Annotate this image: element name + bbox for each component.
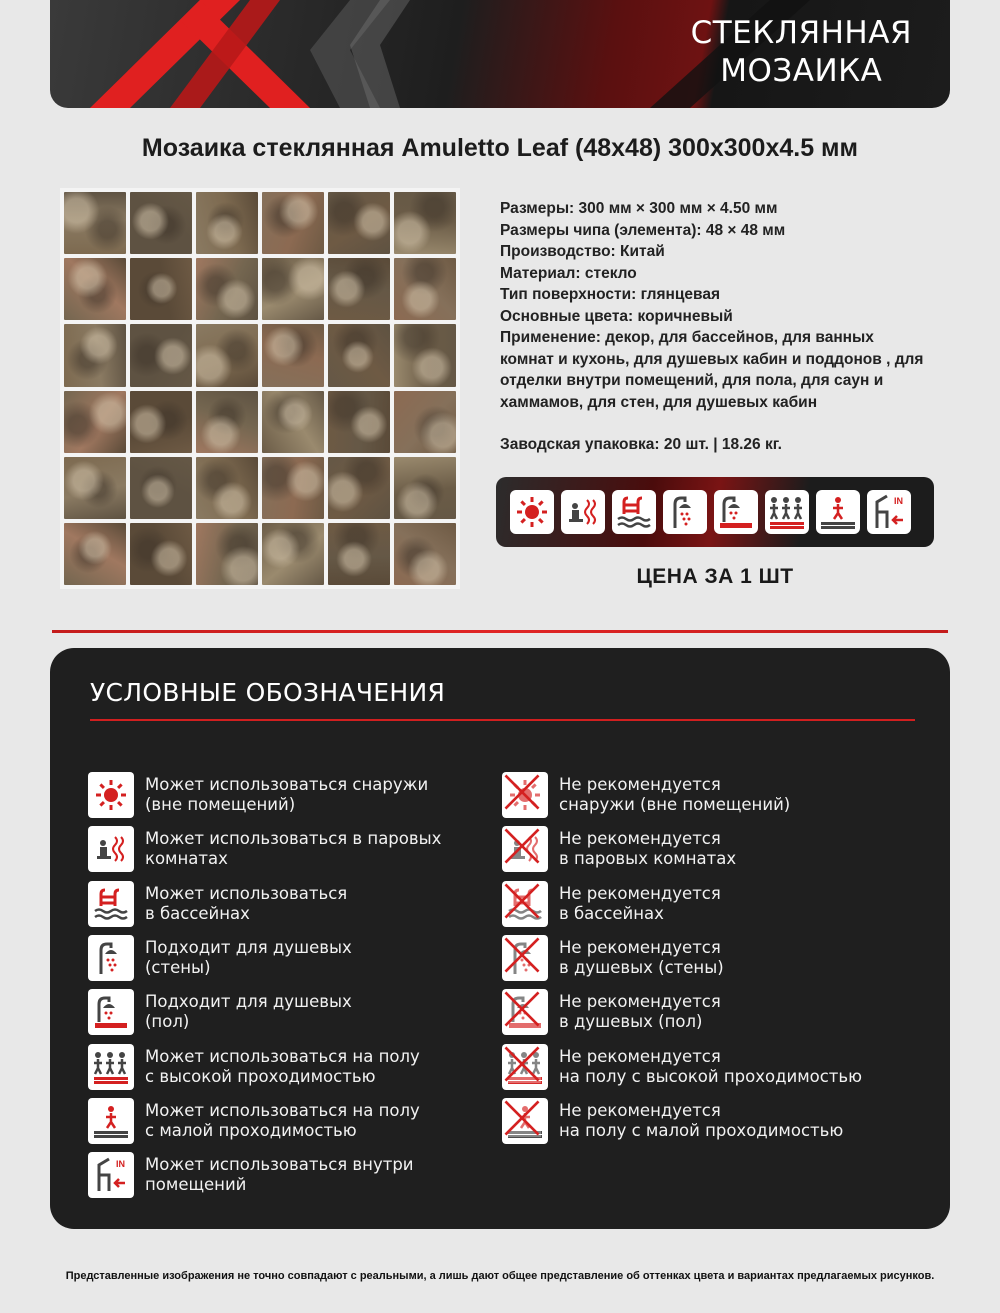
mosaic-chip bbox=[328, 258, 390, 320]
low-traffic-crossed-icon bbox=[502, 1098, 548, 1144]
shower-wall-icon bbox=[663, 490, 707, 534]
legend-item-text: Может использоваться в паровых комнатах bbox=[145, 829, 442, 869]
legend-title-underline bbox=[90, 719, 915, 721]
spec-line: комнат и кухонь, для душевых кабин и поддонов , для bbox=[500, 350, 924, 368]
mosaic-chip bbox=[328, 324, 390, 386]
product-specs bbox=[500, 198, 960, 456]
spec-line: Применение: декор, для бассейнов, для ванных bbox=[500, 329, 874, 346]
legend-item bbox=[88, 1094, 441, 1148]
banner-title-line1: СТЕКЛЯННАЯ bbox=[690, 15, 912, 51]
legend-item-text: Может использоваться внутри помещений bbox=[145, 1155, 414, 1195]
sun-icon bbox=[510, 490, 554, 534]
header-banner bbox=[50, 0, 950, 108]
mosaic-chip bbox=[262, 457, 324, 519]
mosaic-chip bbox=[64, 523, 126, 585]
mosaic-chip bbox=[130, 523, 192, 585]
pool-crossed-icon bbox=[502, 881, 548, 927]
svg-text:IN: IN bbox=[894, 496, 903, 506]
legend-item-text: Подходит для душевых (пол) bbox=[145, 992, 352, 1032]
legend-item bbox=[502, 822, 862, 876]
spec-line: хаммамов, для стен, для душевых кабин bbox=[500, 393, 818, 411]
mosaic-chip bbox=[394, 457, 456, 519]
low-traffic-icon bbox=[816, 490, 860, 534]
steam-room-crossed-icon bbox=[502, 826, 548, 872]
low-traffic-icon bbox=[88, 1098, 134, 1144]
legend-allowed-list bbox=[88, 768, 441, 1202]
mosaic-chip bbox=[328, 457, 390, 519]
product-title: Мозаика стеклянная Amuletto Leaf (48x48) 300x300x4.5 мм bbox=[141, 134, 859, 162]
legend-item-text: Не рекомендуется в душевых (пол) bbox=[559, 992, 721, 1032]
mosaic-chip bbox=[196, 324, 258, 386]
disclaimer-footer: Представленные изображения не точно совпадают с реальными, а лишь дают общее представление об оттенках цвета и вариантах предлагаемых рисунков. bbox=[65, 1270, 935, 1282]
legend-item bbox=[502, 931, 862, 985]
legend-item-text: Подходит для душевых (стены) bbox=[145, 938, 352, 978]
legend-item-text: Не рекомендуется в душевых (стены) bbox=[559, 938, 724, 978]
mosaic-chip bbox=[394, 523, 456, 585]
legend-item-text: Не рекомендуется в бассейнах bbox=[559, 883, 721, 923]
pool-icon bbox=[88, 881, 134, 927]
legend-item bbox=[502, 877, 862, 931]
mosaic-chip bbox=[394, 258, 456, 320]
legend-item bbox=[88, 1148, 441, 1202]
mosaic-chip bbox=[130, 324, 192, 386]
spec-line: Материал: стекло bbox=[500, 264, 637, 282]
legend-panel bbox=[50, 648, 950, 1229]
svg-text:IN: IN bbox=[116, 1159, 125, 1170]
banner-title-line2: МОЗАИКА bbox=[720, 53, 883, 89]
legend-item bbox=[502, 1039, 862, 1093]
mosaic-chip bbox=[64, 457, 126, 519]
high-traffic-icon bbox=[765, 490, 809, 534]
pool-icon bbox=[612, 490, 656, 534]
spec-line: Размеры чипа (элемента): 48 × 48 мм bbox=[500, 221, 786, 239]
legend-item-text: Не рекомендуется в паровых комнатах bbox=[559, 829, 737, 869]
mosaic-chip bbox=[64, 391, 126, 453]
shower-floor-icon bbox=[88, 989, 134, 1035]
mosaic-chip bbox=[196, 457, 258, 519]
indoor-icon bbox=[867, 490, 911, 534]
legend-item bbox=[88, 985, 441, 1039]
legend-item bbox=[88, 768, 441, 822]
legend-item bbox=[88, 931, 441, 985]
shower-wall-icon bbox=[88, 935, 134, 981]
legend-item bbox=[88, 822, 441, 876]
mosaic-chip bbox=[328, 391, 390, 453]
mosaic-chip bbox=[130, 258, 192, 320]
legend-item-text: Может использоваться в бассейнах bbox=[145, 883, 348, 923]
shower-wall-crossed-icon bbox=[502, 935, 548, 981]
legend-title: УСЛОВНЫЕ ОБОЗНАЧЕНИЯ bbox=[90, 678, 446, 707]
legend-not-recommended-list bbox=[502, 768, 862, 1148]
mosaic-chip bbox=[328, 192, 390, 254]
mosaic-chip bbox=[262, 192, 324, 254]
mosaic-chip bbox=[196, 192, 258, 254]
sun-crossed-icon bbox=[502, 772, 548, 818]
banner-title bbox=[691, 14, 912, 90]
mosaic-chip bbox=[394, 324, 456, 386]
mosaic-chip bbox=[196, 391, 258, 453]
mosaic-chip bbox=[64, 192, 126, 254]
steam-room-icon bbox=[88, 826, 134, 872]
mosaic-chip bbox=[328, 523, 390, 585]
usage-icons-strip bbox=[496, 477, 934, 547]
mosaic-chip bbox=[130, 192, 192, 254]
packaging-info: Заводская упаковка: 20 шт. | 18.26 кг. bbox=[500, 436, 782, 453]
legend-item bbox=[502, 1094, 862, 1148]
mosaic-product-image bbox=[60, 188, 460, 589]
price-label: ЦЕНА ЗА 1 ШТ bbox=[636, 565, 794, 588]
shower-floor-crossed-icon bbox=[502, 989, 548, 1035]
legend-item-text: Не рекомендуется на полу с высокой проходимостью bbox=[559, 1046, 863, 1086]
mosaic-chip bbox=[262, 258, 324, 320]
shower-floor-icon bbox=[714, 490, 758, 534]
high-traffic-icon bbox=[88, 1044, 134, 1090]
sun-icon bbox=[88, 772, 134, 818]
legend-item-text: Не рекомендуется снаружи (вне помещений) bbox=[559, 775, 791, 815]
legend-item-text: Может использоваться на полу с высокой проходимостью bbox=[145, 1046, 420, 1086]
mosaic-chip bbox=[394, 192, 456, 254]
spec-line: Основные цвета: коричневый bbox=[500, 307, 733, 325]
spec-line: Размеры: 300 мм × 300 мм × 4.50 мм bbox=[500, 200, 778, 217]
legend-item bbox=[502, 985, 862, 1039]
mosaic-chip bbox=[394, 391, 456, 453]
mosaic-chip bbox=[64, 258, 126, 320]
mosaic-chip bbox=[130, 457, 192, 519]
mosaic-chip bbox=[262, 523, 324, 585]
indoor-icon bbox=[88, 1152, 134, 1198]
mosaic-chip bbox=[196, 258, 258, 320]
spec-line: Тип поверхности: глянцевая bbox=[500, 286, 721, 303]
section-divider bbox=[52, 630, 948, 633]
steam-room-icon bbox=[561, 490, 605, 534]
legend-item-text: Не рекомендуется на полу с малой проходимостью bbox=[559, 1100, 844, 1140]
legend-item-text: Может использоваться на полу с малой проходимостью bbox=[145, 1100, 420, 1140]
legend-item bbox=[88, 877, 441, 931]
high-traffic-crossed-icon bbox=[502, 1044, 548, 1090]
mosaic-chip bbox=[130, 391, 192, 453]
legend-item-text: Может использоваться снаружи (вне помещений) bbox=[145, 775, 429, 815]
mosaic-chip bbox=[262, 391, 324, 453]
mosaic-chip bbox=[196, 523, 258, 585]
legend-item bbox=[502, 768, 862, 822]
spec-line: Производство: Китай bbox=[500, 243, 665, 260]
spec-line: отделки внутри помещений, для пола, для саун и bbox=[500, 372, 884, 389]
mosaic-chip bbox=[64, 324, 126, 386]
legend-item bbox=[88, 1039, 441, 1093]
mosaic-chip bbox=[262, 324, 324, 386]
